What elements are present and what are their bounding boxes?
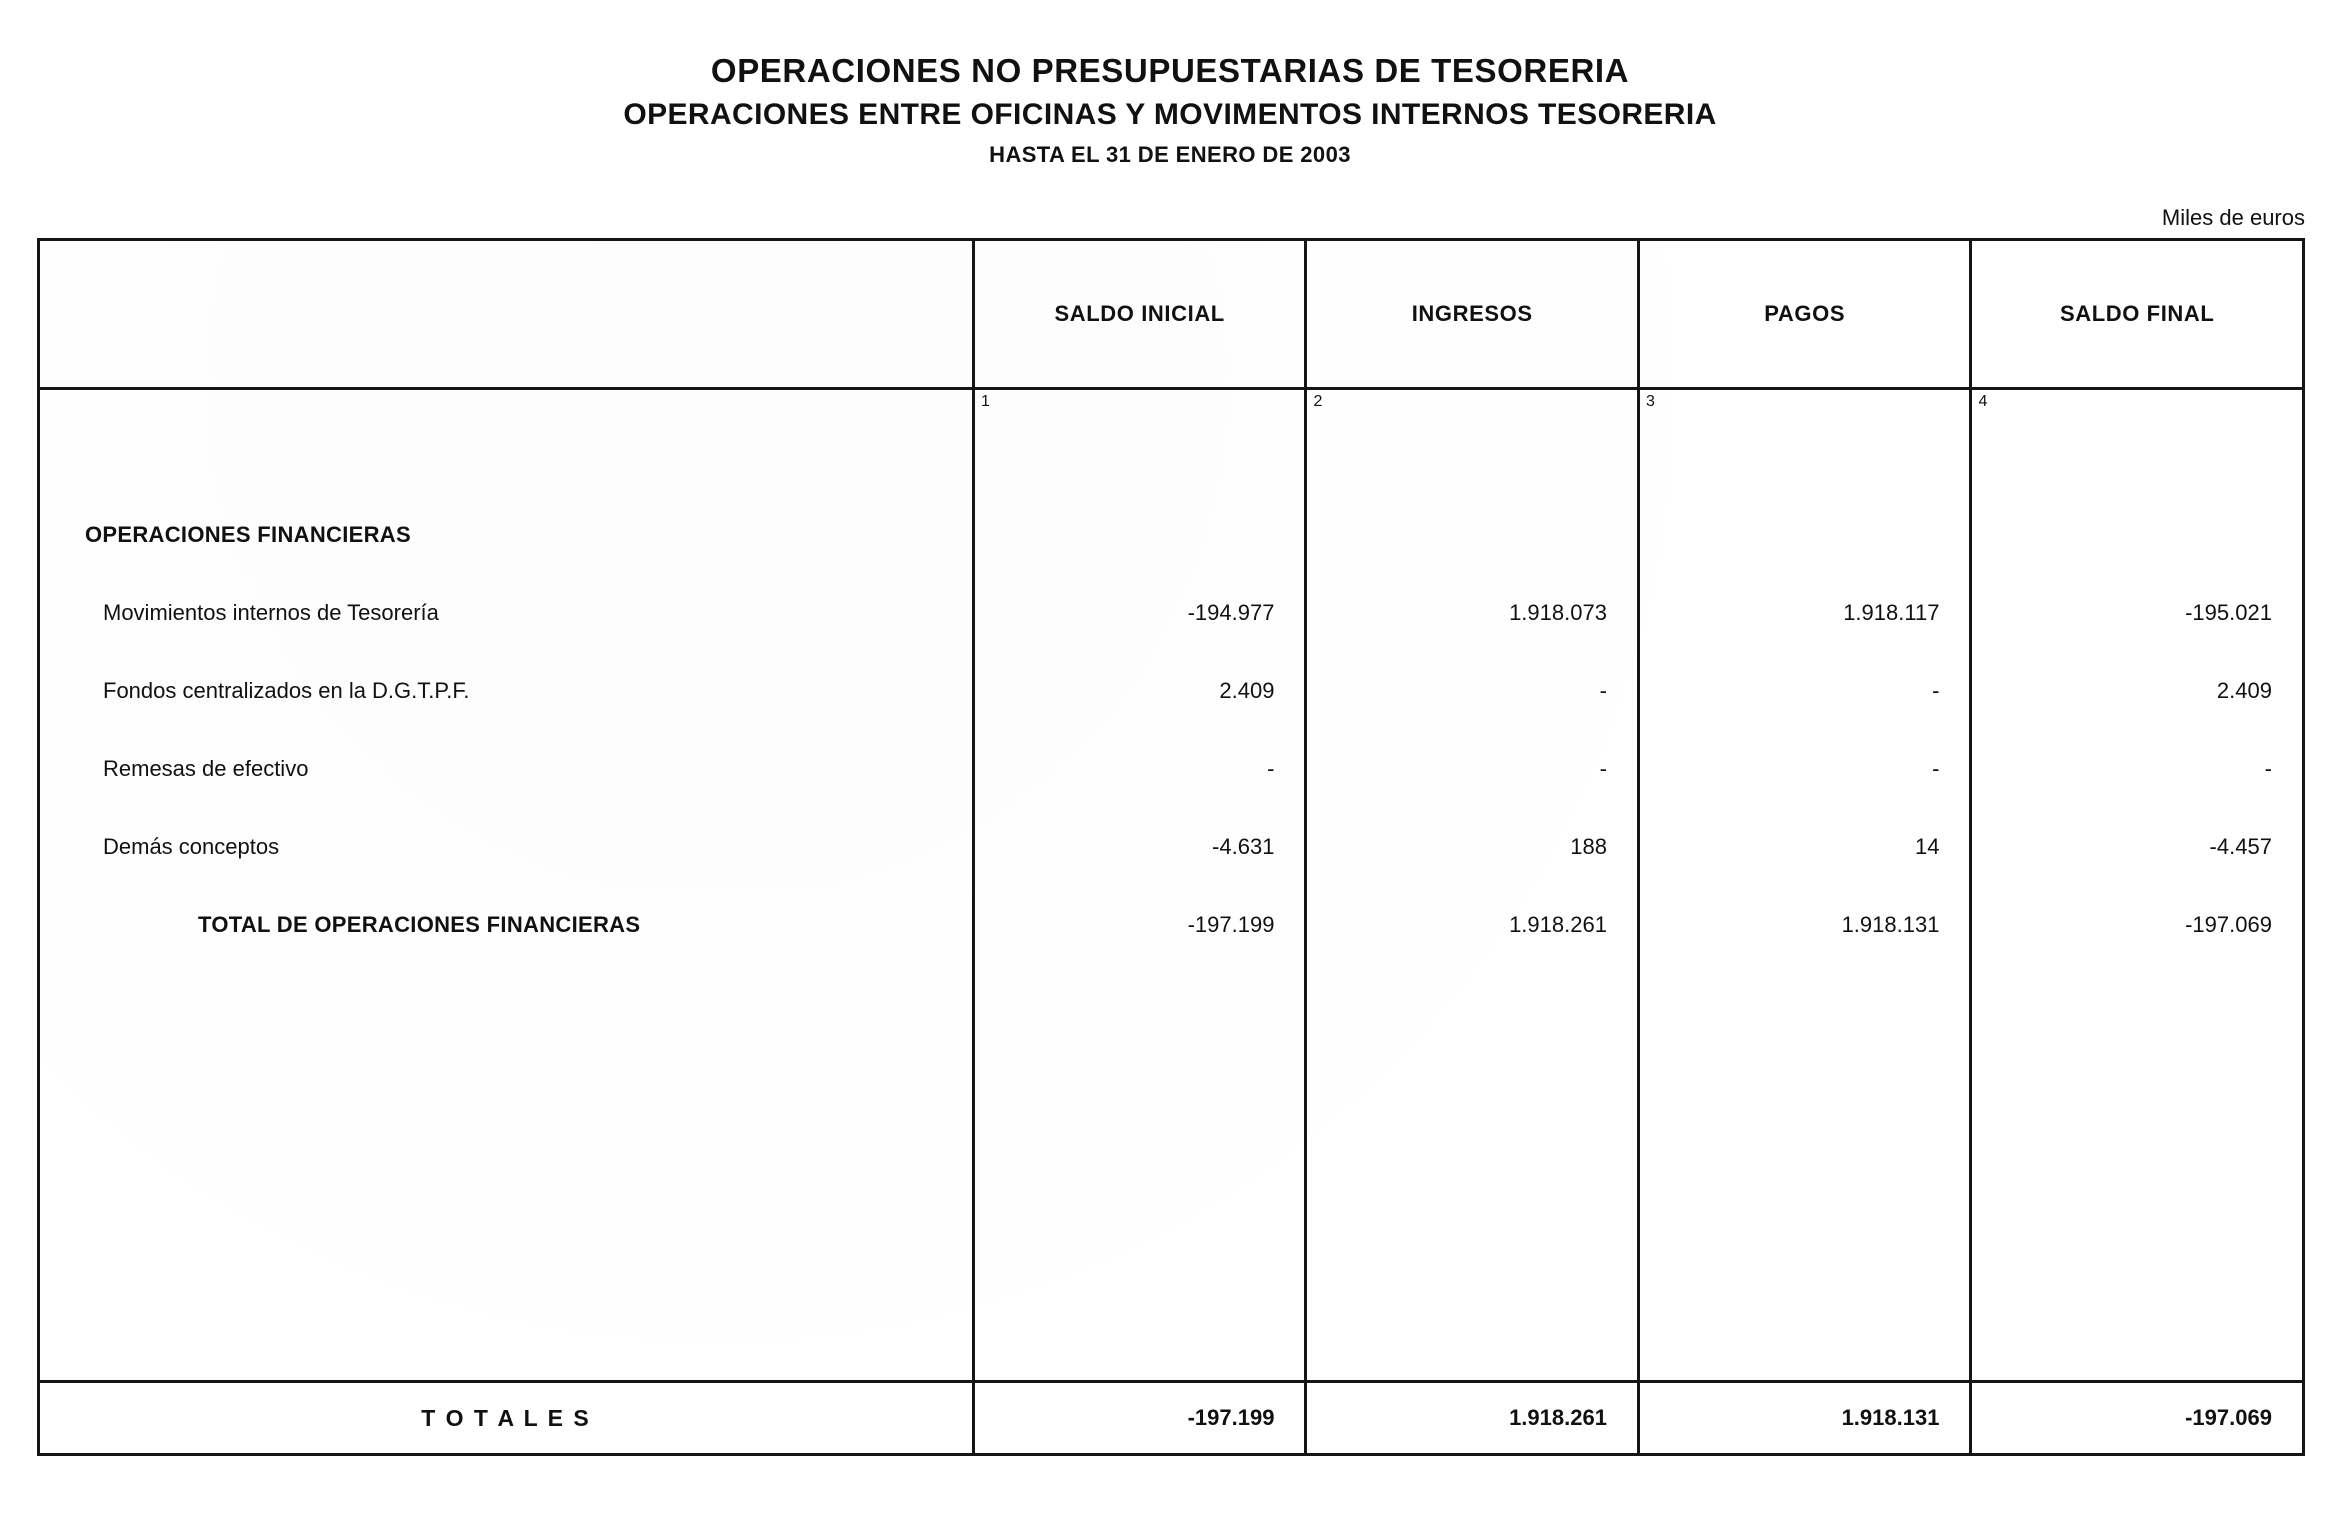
column-marker-2: 2	[1304, 390, 1637, 426]
row-label: Remesas de efectivo	[103, 756, 309, 781]
cell-pagos: -	[1637, 730, 1970, 808]
totales-row	[40, 1380, 2302, 1453]
cell-pagos: 14	[1637, 808, 1970, 886]
cell-saldo-inicial: -197.199	[972, 886, 1305, 964]
cell-ingresos: 188	[1304, 808, 1637, 886]
column-marker-4: 4	[1969, 390, 2302, 426]
table-row	[40, 808, 2302, 886]
column-marker-1: 1	[972, 390, 1305, 426]
section-header-row	[40, 496, 2302, 574]
cell-ingresos: 1.918.073	[1304, 574, 1637, 652]
column-marker-3: 3	[1637, 390, 1970, 426]
row-label: Fondos centralizados en la D.G.T.P.F.	[103, 678, 470, 703]
header-label-cell	[40, 241, 972, 387]
cell-saldo-final: 2.409	[1969, 652, 2302, 730]
section-title: OPERACIONES FINANCIERAS	[85, 522, 411, 547]
totales-pagos: 1.918.131	[1637, 1383, 1970, 1453]
column-header-pagos: PAGOS	[1637, 241, 1970, 387]
empty-region	[40, 964, 2302, 1380]
page-subtitle: OPERACIONES ENTRE OFICINAS Y MOVIMENTOS INTERNOS TESORERIA	[623, 98, 1717, 131]
totales-saldo-inicial: -197.199	[972, 1383, 1305, 1453]
row-label: TOTAL DE OPERACIONES FINANCIERAS	[198, 912, 641, 937]
table-row	[40, 652, 2302, 730]
table-header-row	[40, 241, 2302, 390]
row-label: Demás conceptos	[103, 834, 280, 859]
table-row	[40, 730, 2302, 808]
cell-ingresos: 1.918.261	[1304, 886, 1637, 964]
cell-saldo-final: -4.457	[1969, 808, 2302, 886]
column-markers-row	[40, 390, 2302, 426]
document-header	[0, 0, 2340, 168]
units-note: Miles de euros	[2161, 205, 2305, 230]
row-label: Movimientos internos de Tesorería	[103, 600, 439, 625]
cell-saldo-inicial: -4.631	[972, 808, 1305, 886]
cell-pagos: -	[1637, 652, 1970, 730]
spacer-row	[40, 426, 2302, 496]
column-header-ingresos: INGRESOS	[1304, 241, 1637, 387]
column-header-saldo-final: SALDO FINAL	[1969, 241, 2302, 387]
cell-saldo-inicial: -194.977	[972, 574, 1305, 652]
cell-ingresos: -	[1304, 652, 1637, 730]
cell-saldo-final: -195.021	[1969, 574, 2302, 652]
cell-ingresos: -	[1304, 730, 1637, 808]
cell-saldo-final: -	[1969, 730, 2302, 808]
cell-saldo-final: -197.069	[1969, 886, 2302, 964]
column-header-saldo-inicial: SALDO INICIAL	[972, 241, 1305, 387]
cell-pagos: 1.918.117	[1637, 574, 1970, 652]
totales-label: T O T A L E S	[421, 1404, 591, 1431]
cell-saldo-inicial: 2.409	[972, 652, 1305, 730]
page-title: OPERACIONES NO PRESUPUESTARIAS DE TESORERIA	[710, 52, 1630, 89]
cell-pagos: 1.918.131	[1637, 886, 1970, 964]
total-operaciones-row	[40, 886, 2302, 964]
cell-saldo-inicial: -	[972, 730, 1305, 808]
data-table	[37, 238, 2305, 1456]
totales-ingresos: 1.918.261	[1304, 1383, 1637, 1453]
table-row	[40, 574, 2302, 652]
totales-saldo-final: -197.069	[1969, 1383, 2302, 1453]
report-date-line: HASTA EL 31 DE ENERO DE 2003	[989, 142, 1351, 167]
